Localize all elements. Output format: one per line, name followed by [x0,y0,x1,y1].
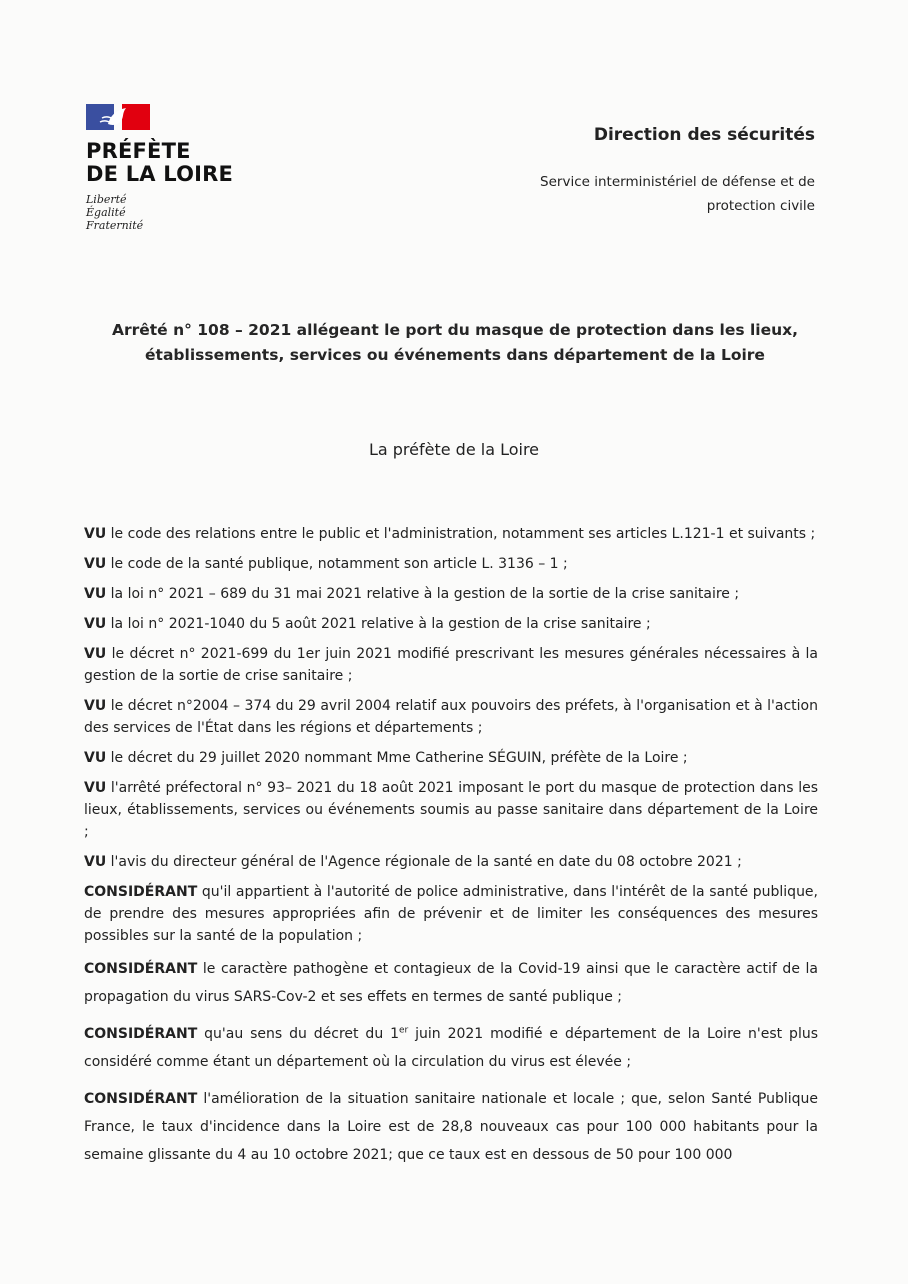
paragraph-keyword: VU [84,526,107,542]
paragraph-keyword: CONSIDÉRANT [84,884,198,900]
paragraph-text: la loi n° 2021-1040 du 5 août 2021 relative à la gestion de la crise sanitaire ; [110,616,651,632]
signatory: La préfète de la Loire [368,440,540,459]
paragraph-vu-4 [84,613,818,635]
paragraph-text: le décret n°2004 – 374 du 29 avril 2004 relatif aux pouvoirs des préfets, à l'organisation et à l'action des services de l'État dans les régions et départements ; [84,698,818,736]
ordinal-superscript: er [399,1025,409,1036]
decree-title [100,318,810,368]
paragraph-keyword: CONSIDÉRANT [84,1026,198,1042]
paragraph-text: le caractère pathogène et contagieux de la Covid-19 ainsi que le caractère actif de la propagation du virus SARS-Cov-2 et ses effets en termes de santé publique ; [84,961,818,1005]
decree-title-line1: Arrêté n° 108 – 2021 allégeant le port du masque de protection dans les lieux, [111,321,799,339]
paragraph-text-before: qu'au sens du décret du 1 [204,1026,399,1042]
paragraph-considerant-3 [84,1020,818,1076]
paragraph-keyword: VU [84,780,107,796]
paragraph-text: qu'il appartient à l'autorité de police administrative, dans l'intérêt de la santé publique, de prendre des mesures appropriées afin de prévenir et de limiter les conséquences des mesures possibles sur la santé de la population ; [84,884,818,944]
paragraph-keyword: CONSIDÉRANT [84,1091,198,1107]
paragraph-vu-3 [84,583,818,605]
paragraph-text: l'arrêté préfectoral n° 93– 2021 du 18 août 2021 imposant le port du masque de protection dans les lieux, établissements, services ou événements soumis au passe sanitaire dans département de la Loire ; [84,780,818,840]
paragraph-keyword: VU [84,854,107,870]
paragraph-vu-8 [84,777,818,843]
paragraph-considerant-2 [84,955,818,1011]
paragraph-keyword: VU [84,586,107,602]
paragraph-vu-7 [84,747,818,769]
decree-title-line2: établissements, services ou événements dans département de la Loire [145,346,765,364]
paragraph-considerant-1 [84,881,818,947]
paragraph-text: l'amélioration de la situation sanitaire nationale et locale ; que, selon Santé Publique France, le taux d'incidence dans la Loire est de 28,8 nouveaux cas pour 100 000 habitants pour la semaine glissante du 4 au 10 octobre 2021; que ce taux est en dessous de 50 pour 100 000 [84,1091,818,1163]
paragraph-keyword: VU [84,750,107,766]
decree-body [84,523,818,1178]
paragraph-keyword: VU [84,616,107,632]
paragraph-text: la loi n° 2021 – 689 du 31 mai 2021 relative à la gestion de la sortie de la crise sanitaire ; [110,586,740,602]
paragraph-text: le code des relations entre le public et l'administration, notamment ses articles L.121-1 et suivants ; [110,526,816,542]
paragraph-text: le décret n° 2021-699 du 1er juin 2021 modifié prescrivant les mesures générales nécessaires à la gestion de la sortie de crise sanitaire ; [84,646,818,684]
paragraph-text-after: juin 2021 modifié e département de la Loire n'est plus considéré comme étant un département où la circulation du virus est élevée ; [84,1026,818,1070]
republic-motto [86,193,233,232]
paragraph-text: l'avis du directeur général de l'Agence régionale de la santé en date du 08 octobre 2021 ; [110,854,742,870]
marianne-flag-icon [86,104,150,130]
flag-red-band [122,104,150,130]
paragraph-vu-5 [84,643,818,687]
paragraph-text: le décret du 29 juillet 2020 nommant Mme Catherine SÉGUIN, préfète de la Loire ; [110,750,688,766]
motto-egalite: Égalité [86,206,126,219]
paragraph-vu-9 [84,851,818,873]
paragraph-text: le code de la santé publique, notamment son article L. 3136 – 1 ; [110,556,568,572]
paragraph-keyword: VU [84,698,107,714]
paragraph-considerant-4 [84,1085,818,1169]
paragraph-keyword: VU [84,556,107,572]
motto-liberte: Liberté [86,193,127,206]
paragraph-vu-1 [84,523,818,545]
direction-heading: Direction des sécurités [593,125,815,145]
paragraph-keyword: CONSIDÉRANT [84,961,198,977]
motto-fraternite: Fraternité [86,219,144,232]
prefecture-logo [86,104,233,232]
service-name: Service interministériel de défense et de protection civile [540,174,815,214]
paragraph-vu-2 [84,553,818,575]
paragraph-vu-6 [84,695,818,739]
paragraph-keyword: VU [84,646,107,662]
prefecture-name-line1: PRÉFÈTE [86,139,191,163]
prefecture-name-line2: DE LA LOIRE [86,162,234,186]
